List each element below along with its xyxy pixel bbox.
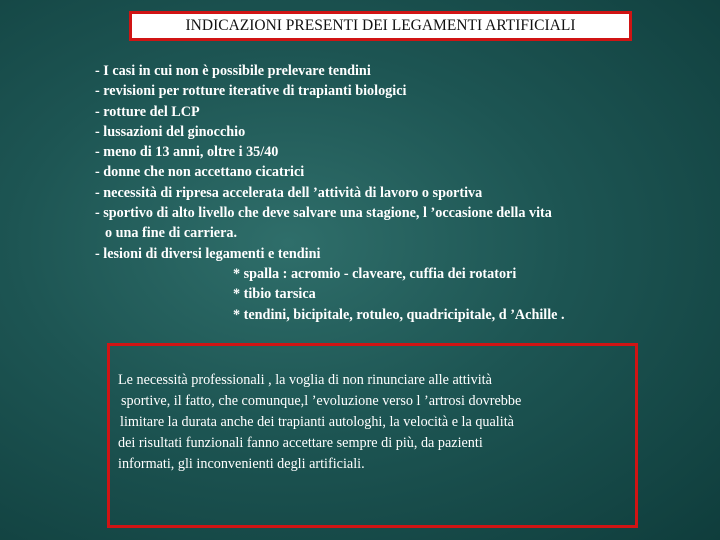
list-item: - meno di 13 anni, oltre i 35/40 xyxy=(95,144,279,161)
note-line: dei risultati funzionali fanno accettare sempre di più, da pazienti xyxy=(118,435,483,451)
note-box xyxy=(107,343,638,528)
list-item: - donne che non accettano cicatrici xyxy=(95,164,305,181)
note-line: limitare la durata anche dei trapianti autologhi, la velocità e la qualità xyxy=(120,414,514,430)
note-line: Le necessità professionali , la voglia di non rinunciare alle attività xyxy=(118,372,492,388)
title-box xyxy=(129,11,632,41)
list-item: - revisioni per rotture iterative di trapianti biologici xyxy=(95,83,407,100)
indications-list xyxy=(95,61,695,325)
list-item: - I casi in cui non è possibile prelevare tendini xyxy=(95,63,371,79)
sub-item: * tibio tarsica xyxy=(233,286,316,303)
list-item: - rotture del LCP xyxy=(95,103,200,120)
note-paragraph xyxy=(118,370,633,475)
note-line: sportive, il fatto, che comunque,l ’evoluzione verso l ’artrosi dovrebbe xyxy=(121,393,522,409)
list-item: - sportivo di alto livello che deve salvare una stagione, l ’occasione della vita xyxy=(95,205,552,222)
list-item: - lussazioni del ginocchio xyxy=(95,123,246,140)
list-item-continuation: o una fine di carriera. xyxy=(105,225,238,242)
list-item: - lesioni di diversi legamenti e tendini xyxy=(95,245,321,262)
list-item: - necessità di ripresa accelerata dell ’attività di lavoro o sportiva xyxy=(95,184,483,201)
sub-item: * tendini, bicipitale, rotuleo, quadricipitale, d ’Achille . xyxy=(233,306,565,323)
sub-item: * spalla : acromio - claveare, cuffia dei rotatori xyxy=(233,265,517,282)
note-line: informati, gli inconvenienti degli artificiali. xyxy=(118,456,365,472)
slide-title: INDICAZIONI PRESENTI DEI LEGAMENTI ARTIFICIALI xyxy=(185,17,576,34)
